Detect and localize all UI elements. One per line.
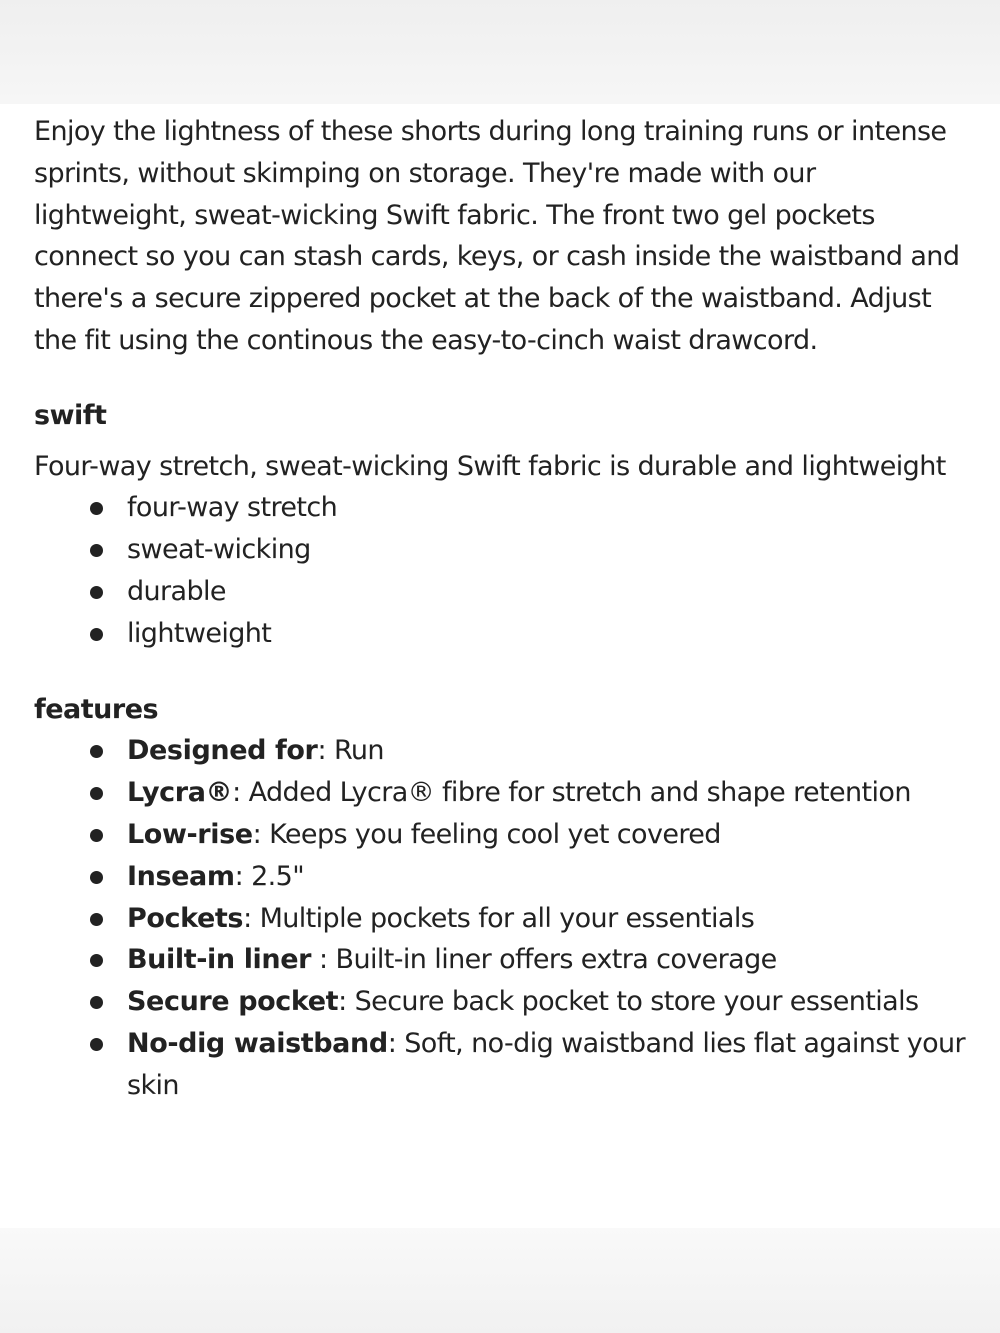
feature-separator: : (243, 902, 260, 934)
swift-bullet-text: lightweight (127, 617, 272, 649)
bullet-dot-icon (90, 586, 103, 599)
feature-text: Secure back pocket to store your essentials (354, 986, 919, 1018)
bullet-dot-icon (90, 913, 103, 926)
feature-term: Inseam (127, 860, 235, 892)
feature-item (34, 981, 966, 1023)
bullet-dot-icon (90, 787, 103, 800)
feature-term: No-dig waistband (127, 1027, 388, 1059)
bullet-dot-icon (90, 544, 103, 557)
feature-separator: : (234, 860, 252, 892)
bullet-dot-icon (90, 502, 103, 515)
feature-term: Lycra® (127, 777, 233, 809)
list-item (34, 487, 966, 529)
feature-item (34, 939, 966, 981)
feature-text: Keeps you feeling cool yet covered (269, 818, 721, 850)
swift-section-heading: swift (34, 399, 107, 431)
swift-description: Four-way stretch, sweat-wicking Swift fabric is durable and lightweight (34, 450, 946, 482)
feature-item (34, 1023, 966, 1107)
features-bullet-list (34, 730, 966, 1106)
feature-term: Designed for (127, 735, 318, 767)
bullet-dot-icon (90, 628, 103, 641)
feature-term: Secure pocket (127, 986, 339, 1018)
feature-term: Built-in liner (127, 944, 312, 976)
feature-separator: : (311, 944, 336, 976)
bullet-dot-icon (90, 745, 103, 758)
feature-separator: : (252, 818, 270, 850)
swift-bullet-list (34, 487, 966, 654)
list-item (34, 613, 966, 655)
feature-item (34, 898, 966, 940)
bullet-dot-icon (90, 871, 103, 884)
feature-text: Multiple pockets for all your essentials (259, 902, 755, 934)
feature-text: Built-in liner offers extra coverage (335, 944, 777, 976)
feature-text: Soft, no-dig waistband lies flat against your skin (127, 1027, 966, 1101)
bullet-dot-icon (90, 954, 103, 967)
top-background-band (0, 0, 1000, 104)
features-section-heading: features (34, 693, 159, 725)
feature-text: 2.5" (251, 860, 305, 892)
feature-separator: : (387, 1027, 405, 1059)
bullet-dot-icon (90, 1038, 103, 1051)
feature-item (34, 730, 966, 772)
product-description-panel (0, 104, 1000, 1228)
list-item (34, 529, 966, 571)
feature-text: Run (333, 735, 384, 767)
list-item (34, 571, 966, 613)
feature-term: Pockets (127, 902, 244, 934)
swift-bullet-text: sweat-wicking (127, 534, 311, 566)
product-intro-paragraph: Enjoy the lightness of these shorts during long training runs or intense sprints, without skimping on storage. They're made with our lightweight, sweat-wicking Swift fabric. The front two gel pockets connect so you can stash cards, keys, or cash inside the waistband and there's a secure zippered pocket at the back of the waistband. Adjust the fit using the continous the easy-to-cinch waist drawcord. (34, 116, 960, 356)
bullet-dot-icon (90, 829, 103, 842)
bottom-background-band (0, 1228, 1000, 1333)
swift-bullet-text: four-way stretch (127, 492, 338, 524)
feature-item (34, 814, 966, 856)
feature-separator: : (317, 735, 334, 767)
feature-item (34, 856, 966, 898)
feature-item (34, 772, 966, 814)
swift-bullet-text: durable (127, 575, 226, 607)
bullet-dot-icon (90, 996, 103, 1009)
feature-term: Low-rise (127, 818, 253, 850)
feature-text: Added Lycra® fibre for stretch and shape retention (248, 777, 911, 809)
feature-separator: : (232, 777, 249, 809)
feature-separator: : (338, 986, 355, 1018)
